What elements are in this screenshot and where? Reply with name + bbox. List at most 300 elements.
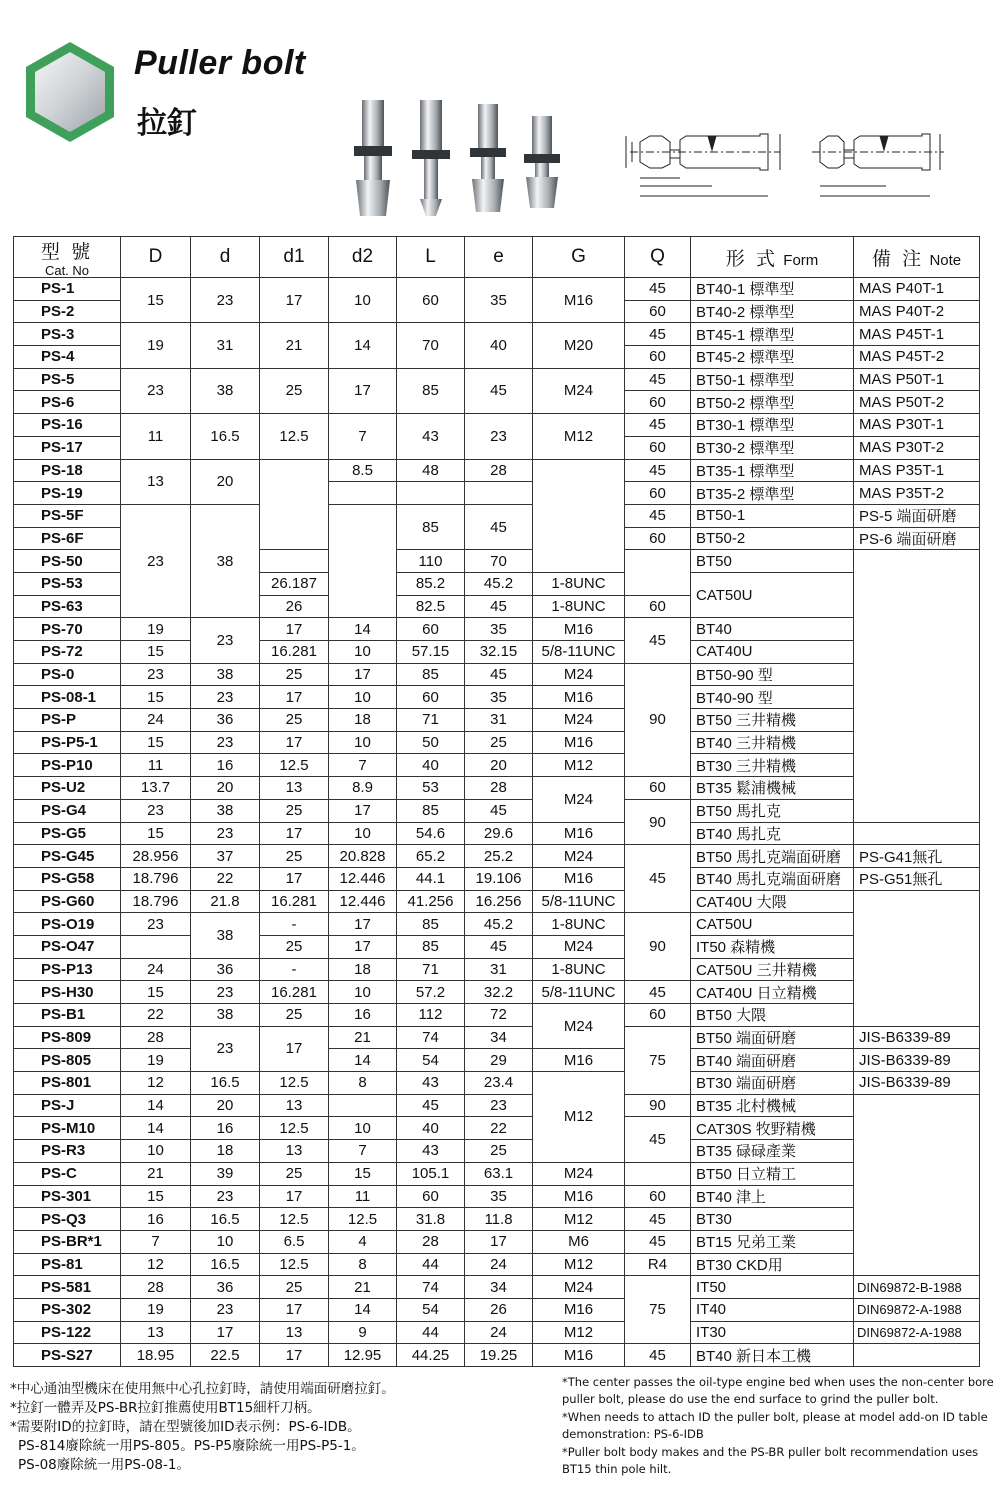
cell-form: BT40-1 標準型 bbox=[691, 278, 854, 301]
cell-d: 37 bbox=[191, 845, 260, 868]
cell-G: 1-8UNC bbox=[533, 958, 625, 981]
cell-note: MAS P35T-2 bbox=[854, 482, 980, 505]
cell-D: 16 bbox=[121, 1208, 191, 1231]
cell-cat: PS-63 bbox=[14, 595, 121, 618]
header-L: L bbox=[397, 237, 465, 278]
cell-e: 23.4 bbox=[465, 1072, 533, 1095]
cell-d1: 13 bbox=[260, 1321, 329, 1344]
cell-d: 31 bbox=[191, 323, 260, 368]
cell-Q: 45 bbox=[625, 323, 691, 346]
header-form: 形 式 Form bbox=[691, 237, 854, 278]
cell-Q: 45 bbox=[625, 618, 691, 663]
cell-G: M16 bbox=[533, 686, 625, 709]
cell-d1: 16.281 bbox=[260, 981, 329, 1004]
cell-d: 10 bbox=[191, 1230, 260, 1253]
cell-note: PS-6 端面研磨 bbox=[854, 527, 980, 550]
cell-form: IT30 bbox=[691, 1321, 854, 1344]
cell-d2: 15 bbox=[329, 1162, 397, 1185]
header-note: 備 注 Note bbox=[854, 237, 980, 278]
cell-D: 18.95 bbox=[121, 1344, 191, 1367]
cell-e: 32.2 bbox=[465, 981, 533, 1004]
cell-d: 38 bbox=[191, 1004, 260, 1027]
cell-e: 45 bbox=[465, 595, 533, 618]
footnote: *拉釘一體弄及PS-BR拉釘推薦使用BT15細杆刀柄。 bbox=[10, 1400, 321, 1416]
table-row bbox=[14, 935, 980, 958]
cell-L: 40 bbox=[397, 1117, 465, 1140]
cell-note: PS-5 端面研磨 bbox=[854, 504, 980, 527]
cell-D: 18.796 bbox=[121, 890, 191, 913]
cell-d1: 25 bbox=[260, 1162, 329, 1185]
cell-G: M16 bbox=[533, 278, 625, 323]
cell-d: 21.8 bbox=[191, 890, 260, 913]
cell-cat: PS-16 bbox=[14, 414, 121, 437]
cell-d1: 25 bbox=[260, 845, 329, 868]
cell-d: 36 bbox=[191, 709, 260, 732]
cell-D: 12 bbox=[121, 1072, 191, 1095]
cell-D: 12 bbox=[121, 1253, 191, 1276]
cell-cat: PS-S27 bbox=[14, 1344, 121, 1367]
cell-cat: PS-G60 bbox=[14, 890, 121, 913]
cell-e: 35 bbox=[465, 1185, 533, 1208]
cell-cat: PS-302 bbox=[14, 1298, 121, 1321]
cell-d: 23 bbox=[191, 1026, 260, 1071]
cell-d2 bbox=[329, 482, 397, 505]
cell-d: 16.5 bbox=[191, 1072, 260, 1095]
cell-cat: PS-6 bbox=[14, 391, 121, 414]
cell-G: M12 bbox=[533, 754, 625, 777]
table-row bbox=[14, 278, 980, 301]
cell-L: 85 bbox=[397, 935, 465, 958]
technical-drawing bbox=[810, 114, 960, 210]
cell-Q: 90 bbox=[625, 799, 691, 844]
cell-e: 70 bbox=[465, 550, 533, 573]
cell-L: 31.8 bbox=[397, 1208, 465, 1231]
cell-L: 54 bbox=[397, 1049, 465, 1072]
cell-form: BT50 大隈 bbox=[691, 1004, 854, 1027]
cell-d2: 21 bbox=[329, 1276, 397, 1299]
cell-note: DIN69872-A-1988 bbox=[854, 1298, 980, 1321]
cell-d1: 25 bbox=[260, 368, 329, 413]
cell-cat: PS-53 bbox=[14, 572, 121, 595]
cell-note: MAS P50T-1 bbox=[854, 368, 980, 391]
cell-d1: 16.281 bbox=[260, 890, 329, 913]
cell-e: 35 bbox=[465, 618, 533, 641]
cell-d: 36 bbox=[191, 958, 260, 981]
cell-d2: 8 bbox=[329, 1072, 397, 1095]
cell-e: 26 bbox=[465, 1298, 533, 1321]
cell-cat: PS-17 bbox=[14, 436, 121, 459]
cell-L: 74 bbox=[397, 1026, 465, 1049]
technical-drawing bbox=[620, 114, 800, 210]
cell-form: IT50 森精機 bbox=[691, 935, 854, 958]
table-row bbox=[14, 822, 980, 845]
cell-D: 7 bbox=[121, 1230, 191, 1253]
cell-cat: PS-81 bbox=[14, 1253, 121, 1276]
cell-e: 45 bbox=[465, 504, 533, 549]
cell-D: 28 bbox=[121, 1026, 191, 1049]
cell-G: M16 bbox=[533, 1344, 625, 1367]
cell-cat: PS-805 bbox=[14, 1049, 121, 1072]
cell-D: 19 bbox=[121, 618, 191, 641]
cell-d2: 7 bbox=[329, 414, 397, 459]
table-row bbox=[14, 323, 980, 346]
cell-e: 34 bbox=[465, 1026, 533, 1049]
cell-form: BT35 鬆浦機械 bbox=[691, 777, 854, 800]
cell-G: 1-8UNC bbox=[533, 595, 625, 618]
cell-D: 15 bbox=[121, 731, 191, 754]
cell-cat: PS-J bbox=[14, 1094, 121, 1117]
cell-L: 65.2 bbox=[397, 845, 465, 868]
cell-D: 23 bbox=[121, 913, 191, 936]
cell-form: BT40-90 型 bbox=[691, 686, 854, 709]
cell-note: MAS P35T-1 bbox=[854, 459, 980, 482]
cell-cat: PS-3 bbox=[14, 323, 121, 346]
cell-L: 71 bbox=[397, 958, 465, 981]
cell-G: M24 bbox=[533, 935, 625, 958]
cell-d: 20 bbox=[191, 1094, 260, 1117]
cell-cat: PS-G5 bbox=[14, 822, 121, 845]
cell-G: M12 bbox=[533, 414, 625, 459]
cell-cat: PS-O47 bbox=[14, 935, 121, 958]
cell-L: 74 bbox=[397, 1276, 465, 1299]
cell-D: 19 bbox=[121, 1049, 191, 1072]
cell-Q: 60 bbox=[625, 777, 691, 800]
cell-d1: 12.5 bbox=[260, 1072, 329, 1095]
cell-e: 25 bbox=[465, 1140, 533, 1163]
cell-d2: 8.5 bbox=[329, 459, 397, 482]
table-row bbox=[14, 1004, 980, 1027]
cell-note: PS-G51無孔 bbox=[854, 867, 980, 890]
bolt-image bbox=[354, 100, 392, 216]
cell-d1: - bbox=[260, 958, 329, 981]
cell-cat: PS-70 bbox=[14, 618, 121, 641]
cell-D: 15 bbox=[121, 278, 191, 323]
cell-L: 44 bbox=[397, 1321, 465, 1344]
table-row bbox=[14, 663, 980, 686]
cell-L: 85 bbox=[397, 368, 465, 413]
puller-bolt-photos bbox=[340, 96, 580, 224]
cell-d2: 12.5 bbox=[329, 1208, 397, 1231]
table-row bbox=[14, 890, 980, 913]
cell-e: 23 bbox=[465, 414, 533, 459]
cell-cat: PS-72 bbox=[14, 641, 121, 664]
cell-G: M24 bbox=[533, 777, 625, 822]
table-row bbox=[14, 845, 980, 868]
cell-D: 14 bbox=[121, 1094, 191, 1117]
cell-d2: 8 bbox=[329, 1253, 397, 1276]
cell-form: CAT50U bbox=[691, 913, 854, 936]
cell-d2: 18 bbox=[329, 958, 397, 981]
table-row bbox=[14, 1253, 980, 1276]
cell-d1: 17 bbox=[260, 1185, 329, 1208]
footnote: *When needs to attach ID the puller bolt, please at model add-on ID table demonstration: PS-6-IDB bbox=[562, 1410, 988, 1441]
cell-Q: 60 bbox=[625, 300, 691, 323]
cell-d1: 17 bbox=[260, 618, 329, 641]
cell-form: BT50 馬扎克端面研磨 bbox=[691, 845, 854, 868]
cell-Q: 45 bbox=[625, 845, 691, 913]
cell-e: 24 bbox=[465, 1321, 533, 1344]
cell-e: 35 bbox=[465, 278, 533, 323]
cell-d2: 10 bbox=[329, 278, 397, 323]
cell-Q: 90 bbox=[625, 913, 691, 981]
cell-e: 28 bbox=[465, 459, 533, 482]
table-row bbox=[14, 1230, 980, 1253]
table-row bbox=[14, 1208, 980, 1231]
cell-d1: 13 bbox=[260, 1094, 329, 1117]
cell-D: 24 bbox=[121, 958, 191, 981]
cell-form: BT40 津上 bbox=[691, 1185, 854, 1208]
cell-D: 24 bbox=[121, 709, 191, 732]
cell-e: 31 bbox=[465, 709, 533, 732]
cell-D: 23 bbox=[121, 663, 191, 686]
cell-cat: PS-0 bbox=[14, 663, 121, 686]
cell-D: 10 bbox=[121, 1140, 191, 1163]
cell-d2: 17 bbox=[329, 935, 397, 958]
cell-note: MAS P40T-2 bbox=[854, 300, 980, 323]
cell-note: MAS P40T-1 bbox=[854, 278, 980, 301]
cell-L: 112 bbox=[397, 1004, 465, 1027]
cell-d2: 14 bbox=[329, 618, 397, 641]
cell-L: 53 bbox=[397, 777, 465, 800]
cell-cat: PS-08-1 bbox=[14, 686, 121, 709]
cell-L: 54 bbox=[397, 1298, 465, 1321]
footnote: PS-08廢除統一用PS-08-1。 bbox=[18, 1457, 190, 1473]
cell-D: 13.7 bbox=[121, 777, 191, 800]
table-row bbox=[14, 686, 980, 709]
table-row bbox=[14, 913, 980, 936]
cell-e: 45 bbox=[465, 368, 533, 413]
table-row bbox=[14, 1140, 980, 1163]
cell-e: 45 bbox=[465, 935, 533, 958]
cell-d1: 26 bbox=[260, 595, 329, 618]
cell-e: 19.25 bbox=[465, 1344, 533, 1367]
table-row bbox=[14, 1026, 980, 1049]
footnote: *中心通油型機床在使用無中心孔拉釘時，請使用端面研磨拉釘。 bbox=[10, 1381, 395, 1397]
table-header-row bbox=[14, 237, 980, 278]
cell-d1: 17 bbox=[260, 278, 329, 323]
cell-G: M16 bbox=[533, 1185, 625, 1208]
cell-L: 70 bbox=[397, 323, 465, 368]
cell-form: IT50 bbox=[691, 1276, 854, 1299]
table-row bbox=[14, 641, 980, 664]
cell-cat: PS-G45 bbox=[14, 845, 121, 868]
cell-d: 23 bbox=[191, 731, 260, 754]
cell-d2: 4 bbox=[329, 1230, 397, 1253]
cell-Q: 60 bbox=[625, 436, 691, 459]
cell-note bbox=[854, 822, 980, 845]
cell-d1: 12.5 bbox=[260, 1117, 329, 1140]
cell-form: BT50-2 標準型 bbox=[691, 391, 854, 414]
cell-Q: 60 bbox=[625, 595, 691, 618]
cell-note: MAS P45T-1 bbox=[854, 323, 980, 346]
cell-cat: PS-P10 bbox=[14, 754, 121, 777]
table-row bbox=[14, 618, 980, 641]
cell-d: 38 bbox=[191, 799, 260, 822]
cell-d1: 6.5 bbox=[260, 1230, 329, 1253]
cell-e: 35 bbox=[465, 686, 533, 709]
cell-form: CAT40U bbox=[691, 641, 854, 664]
cell-L: 57.15 bbox=[397, 641, 465, 664]
table-row bbox=[14, 867, 980, 890]
cell-note: JIS-B6339-89 bbox=[854, 1072, 980, 1095]
cell-L: 60 bbox=[397, 686, 465, 709]
cell-d1: 25 bbox=[260, 799, 329, 822]
cell-Q: 45 bbox=[625, 981, 691, 1004]
cell-form: BT45-2 標準型 bbox=[691, 346, 854, 369]
cell-d: 16 bbox=[191, 754, 260, 777]
cell-d2: 16 bbox=[329, 1004, 397, 1027]
cell-L: 41.256 bbox=[397, 890, 465, 913]
cell-L: 54.6 bbox=[397, 822, 465, 845]
cell-d2: 12.446 bbox=[329, 890, 397, 913]
cell-d2: 17 bbox=[329, 368, 397, 413]
cell-D: 15 bbox=[121, 641, 191, 664]
cell-L: 60 bbox=[397, 278, 465, 323]
cell-d2: 17 bbox=[329, 663, 397, 686]
cell-cat: PS-H30 bbox=[14, 981, 121, 1004]
cell-d2: 21 bbox=[329, 1026, 397, 1049]
page-subtitle: 拉釘 bbox=[137, 106, 197, 141]
cell-G: M16 bbox=[533, 1049, 625, 1072]
table-row bbox=[14, 368, 980, 391]
footnote: *Puller bolt body makes and the PS-BR puller bolt recommendation uses BT15 thin pole hilt. bbox=[562, 1445, 979, 1476]
cell-d1: 12.5 bbox=[260, 1253, 329, 1276]
cell-form: BT40 bbox=[691, 618, 854, 641]
cell-d: 23 bbox=[191, 278, 260, 323]
table-row bbox=[14, 1344, 980, 1367]
cell-d: 38 bbox=[191, 504, 260, 617]
cell-d2: 12.95 bbox=[329, 1344, 397, 1367]
cell-L: 43 bbox=[397, 1072, 465, 1095]
cell-cat: PS-R3 bbox=[14, 1140, 121, 1163]
cell-note: MAS P30T-1 bbox=[854, 414, 980, 437]
cell-d: 23 bbox=[191, 686, 260, 709]
cell-form: IT40 bbox=[691, 1298, 854, 1321]
cell-D: 23 bbox=[121, 368, 191, 413]
cell-e: 72 bbox=[465, 1004, 533, 1027]
cell-form: BT50-1 bbox=[691, 504, 854, 527]
cell-d1: 12.5 bbox=[260, 754, 329, 777]
cell-d2 bbox=[329, 1094, 397, 1117]
cell-d2: 18 bbox=[329, 709, 397, 732]
cell-Q: 45 bbox=[625, 1117, 691, 1162]
cell-d2: 7 bbox=[329, 1140, 397, 1163]
cell-Q: 90 bbox=[625, 1094, 691, 1117]
cell-L: 50 bbox=[397, 731, 465, 754]
cell-Q: 45 bbox=[625, 504, 691, 527]
cell-Q: 60 bbox=[625, 482, 691, 505]
cell-cat: PS-5 bbox=[14, 368, 121, 391]
cell-d2: 7 bbox=[329, 754, 397, 777]
cell-form: BT35-2 標準型 bbox=[691, 482, 854, 505]
table-row bbox=[14, 754, 980, 777]
cell-form: BT35 碌碌產業 bbox=[691, 1140, 854, 1163]
cell-D: 19 bbox=[121, 323, 191, 368]
cell-cat: PS-P13 bbox=[14, 958, 121, 981]
cell-d: 22.5 bbox=[191, 1344, 260, 1367]
cell-Q: 45 bbox=[625, 1230, 691, 1253]
cell-L: 85 bbox=[397, 799, 465, 822]
cell-G: M6 bbox=[533, 1230, 625, 1253]
cell-d1 bbox=[260, 550, 329, 573]
header-d1: d1 bbox=[260, 237, 329, 278]
cell-form: BT40-2 標準型 bbox=[691, 300, 854, 323]
cell-form: CAT30S 牧野精機 bbox=[691, 1117, 854, 1140]
table-row bbox=[14, 731, 980, 754]
table-row bbox=[14, 1117, 980, 1140]
cell-Q: 60 bbox=[625, 391, 691, 414]
cell-d: 16 bbox=[191, 1117, 260, 1140]
cell-Q: 45 bbox=[625, 1344, 691, 1367]
cell-cat: PS-6F bbox=[14, 527, 121, 550]
cell-D: 28.956 bbox=[121, 845, 191, 868]
cell-form: BT35-1 標準型 bbox=[691, 459, 854, 482]
cell-D bbox=[121, 935, 191, 958]
table-row bbox=[14, 1072, 980, 1095]
cell-e: 40 bbox=[465, 323, 533, 368]
cell-cat: PS-U2 bbox=[14, 777, 121, 800]
cell-d: 38 bbox=[191, 663, 260, 686]
cell-L: 48 bbox=[397, 459, 465, 482]
cell-d: 16.5 bbox=[191, 414, 260, 459]
cell-e: 23 bbox=[465, 1094, 533, 1117]
cell-note: MAS P45T-2 bbox=[854, 346, 980, 369]
cell-form: BT50 bbox=[691, 550, 854, 573]
cell-G: M24 bbox=[533, 1162, 625, 1185]
cell-e: 31 bbox=[465, 958, 533, 981]
cell-G: M24 bbox=[533, 709, 625, 732]
cell-d1: 21 bbox=[260, 323, 329, 368]
cell-form: BT50 端面研磨 bbox=[691, 1026, 854, 1049]
cell-D: 21 bbox=[121, 1162, 191, 1185]
cell-D: 15 bbox=[121, 822, 191, 845]
cell-note: DIN69872-B-1988 bbox=[854, 1276, 980, 1299]
table-row bbox=[14, 777, 980, 800]
cell-form: BT15 兄弟工業 bbox=[691, 1230, 854, 1253]
cell-d2: 10 bbox=[329, 686, 397, 709]
cell-L: 71 bbox=[397, 709, 465, 732]
cell-G: M16 bbox=[533, 1298, 625, 1321]
cell-cat: PS-19 bbox=[14, 482, 121, 505]
cell-e: 45.2 bbox=[465, 572, 533, 595]
cell-d1: 17 bbox=[260, 686, 329, 709]
cell-d2: 14 bbox=[329, 323, 397, 368]
cell-L: 60 bbox=[397, 1185, 465, 1208]
cell-Q: R4 bbox=[625, 1253, 691, 1276]
cell-note: MAS P30T-2 bbox=[854, 436, 980, 459]
cell-D: 11 bbox=[121, 754, 191, 777]
cell-L: 60 bbox=[397, 618, 465, 641]
cell-D: 22 bbox=[121, 1004, 191, 1027]
bolt-image bbox=[524, 116, 560, 208]
cell-d2 bbox=[329, 504, 397, 617]
cell-cat: PS-G58 bbox=[14, 867, 121, 890]
cell-L: 43 bbox=[397, 414, 465, 459]
footnotes-zh bbox=[10, 1380, 555, 1475]
cell-G: M24 bbox=[533, 368, 625, 413]
cell-L bbox=[397, 482, 465, 505]
cell-d: 23 bbox=[191, 618, 260, 663]
cell-d1: 12.5 bbox=[260, 1208, 329, 1231]
cell-cat: PS-1 bbox=[14, 278, 121, 301]
cell-G: M24 bbox=[533, 1276, 625, 1299]
cell-cat: PS-M10 bbox=[14, 1117, 121, 1140]
cell-cat: PS-O19 bbox=[14, 913, 121, 936]
cell-d2: 10 bbox=[329, 822, 397, 845]
header-cat: 型 號 Cat. No bbox=[14, 237, 121, 278]
cell-d2: 17 bbox=[329, 799, 397, 822]
header bbox=[0, 0, 1000, 232]
